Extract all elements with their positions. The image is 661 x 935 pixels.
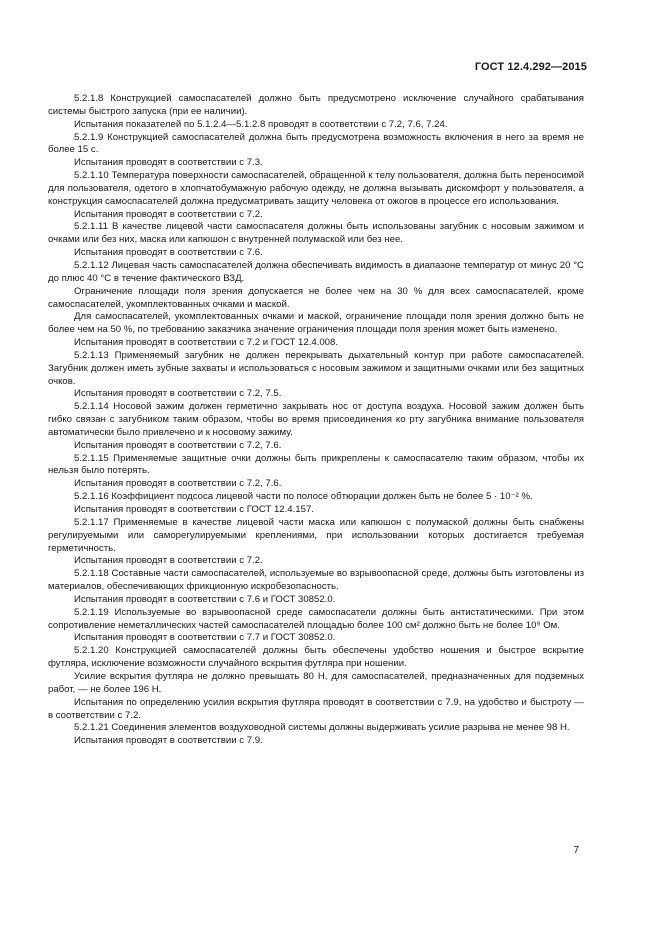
paragraph: Усилие вскрытия футляра не должно превышать 80 Н, для самоспасателей, предназначенных для подземных работ, — не более 196 Н. [48, 670, 584, 695]
paragraph: Испытания проводят в соответствии с 7.6. [74, 247, 263, 259]
paragraph: 5.2.1.8 Конструкцией самоспасателей должно быть предусмотрено исключение случайного срабатывания системы быстрого запуска (при ее наличии). [48, 93, 584, 117]
paragraph: Испытания проводят в соответствии с 7.2. [74, 555, 263, 567]
paragraph: Испытания проводят в соответствии с 7.2, 7.6. [74, 439, 282, 451]
paragraph: 5.2.1.13 Применяемый загубник не должен перекрывать дыхательный контур при работе самоспасателей. Загубник должен иметь зубные захваты и использоваться с носовым зажимом и защитными очками или без защитных очков. [48, 349, 584, 387]
paragraph: 5.2.1.15 Применяемые защитные очки должны быть прикреплены к самоспасателю таким образом, чтобы их нельзя было потерять. [48, 452, 584, 477]
paragraph: Для самоспасателей, укомплектованных очками и маской, ограничение площади поля зрения должно быть не более чем на 50 %, по требованию заказчика значение ограничения площади поля зрения может быть изменено. [48, 311, 584, 336]
page-number: 7 [573, 845, 579, 856]
paragraph: Испытания проводят в соответствии с 7.2, 7.5. [74, 388, 282, 400]
paragraph: Испытания проводят в соответствии с 7.9. [74, 735, 263, 747]
paragraph: Испытания проводят в соответствии с 7.2, 7.6. [74, 478, 282, 490]
paragraph: Испытания проводят в соответствии с ГОСТ 12.4.157. [74, 504, 314, 515]
document-body [48, 93, 584, 748]
paragraph: 5.2.1.14 Носовой зажим должен герметично закрывать нос от доступа воздуха. Носовой зажим должен быть гибко связан с загубником таким образом, чтобы во время присоединения ко рту загубника внимание пользователя автоматически было привлечено и к носовому зажиму. [48, 401, 584, 438]
paragraph: 5.2.1.17 Применяемые в качестве лицевой части маска или капюшон с полумаской должны быть снабжены регулируемыми или саморегулируемыми креплениями, при использовании которых достигается требуемая герметичность. [48, 516, 584, 554]
paragraph: 5.2.1.16 Коэффициент подсоса лицевой части по полосе обтюрации должен быть не более 5 · 10⁻² %. [74, 491, 533, 503]
paragraph: 5.2.1.10 Температура поверхности самоспасателей, обращенной к телу пользователя, должна быть переносимой для пользователя, одетого в хлопчатобумажную рабочую одежду, не должна вызывать дискомфорт у пользователя, а конструкция самоспасателей должна предусматривать защиту человека от ожогов в процессе его использования. [48, 170, 584, 207]
paragraph: Испытания по определению усилия вскрытия футляра проводят в соответствии с 7.9, на удобство и быстроту — в соответствии с 7.2. [48, 696, 584, 721]
paragraph: 5.2.1.12 Лицевая часть самоспасателей должна обеспечивать видимость в диапазоне температур от минус 20 °С до плюс 40 °С в течение фактического ВЗД. [48, 259, 584, 284]
paragraph: 5.2.1.11 В качестве лицевой части самоспасателя должны быть использованы загубник с носовым зажимом и очками или без них, маска или капюшон с внутренней полумаской или без нее. [48, 221, 584, 246]
paragraph: 5.2.1.18 Составные части самоспасателей, используемые во взрывоопасной среде, должны быть изготовлены из материалов, обеспечивающих фрикционную искробезопасность. [48, 568, 584, 593]
paragraph: 5.2.1.19 Используемые во взрывоопасной среде самоспасатели должны быть антистатическими. При этом сопротивление неметаллических частей самоспасателей площадью более 100 см² должно быть не более 10⁹ Ом. [48, 606, 584, 631]
paragraph: Испытания проводят в соответствии с 7.2 и ГОСТ 12.4.008. [74, 337, 338, 349]
standard-header: ГОСТ 12.4.292—2015 [474, 61, 587, 73]
paragraph: 5.2.1.20 Конструкцией самоспасателей должны быть обеспечены удобство ношения и быстрое вскрытие футляра, исключение возможности случайного вскрытия футляра при ношении. [48, 645, 584, 670]
paragraph: Испытания проводят в соответствии с 7.3. [74, 157, 263, 169]
paragraph: Испытания проводят в соответствии с 7.2. [74, 208, 263, 220]
paragraph: Испытания проводят в соответствии с 7.6 и ГОСТ 30852.0. [74, 593, 336, 605]
paragraph: Ограничение площади поля зрения допускается не более чем на 30 % для всех самоспасателей, кроме самоспасателей, укомплектованных очками и маской. [48, 285, 584, 310]
paragraph: 5.2.1.9 Конструкцией самоспасателей должна быть предусмотрена возможность включения в него за время не более 15 с. [48, 131, 584, 156]
paragraph: Испытания проводят в соответствии с 7.7 и ГОСТ 30852.0. [74, 632, 336, 644]
paragraph: 5.2.1.21 Соединения элементов воздуховодной системы должны выдерживать усилие разрыва не менее 98 Н. [74, 722, 570, 734]
paragraph: Испытания показателей по 5.1.2.4—5.1.2.8 проводят в соответствии с 7.2, 7.6, 7.24. [74, 118, 448, 130]
